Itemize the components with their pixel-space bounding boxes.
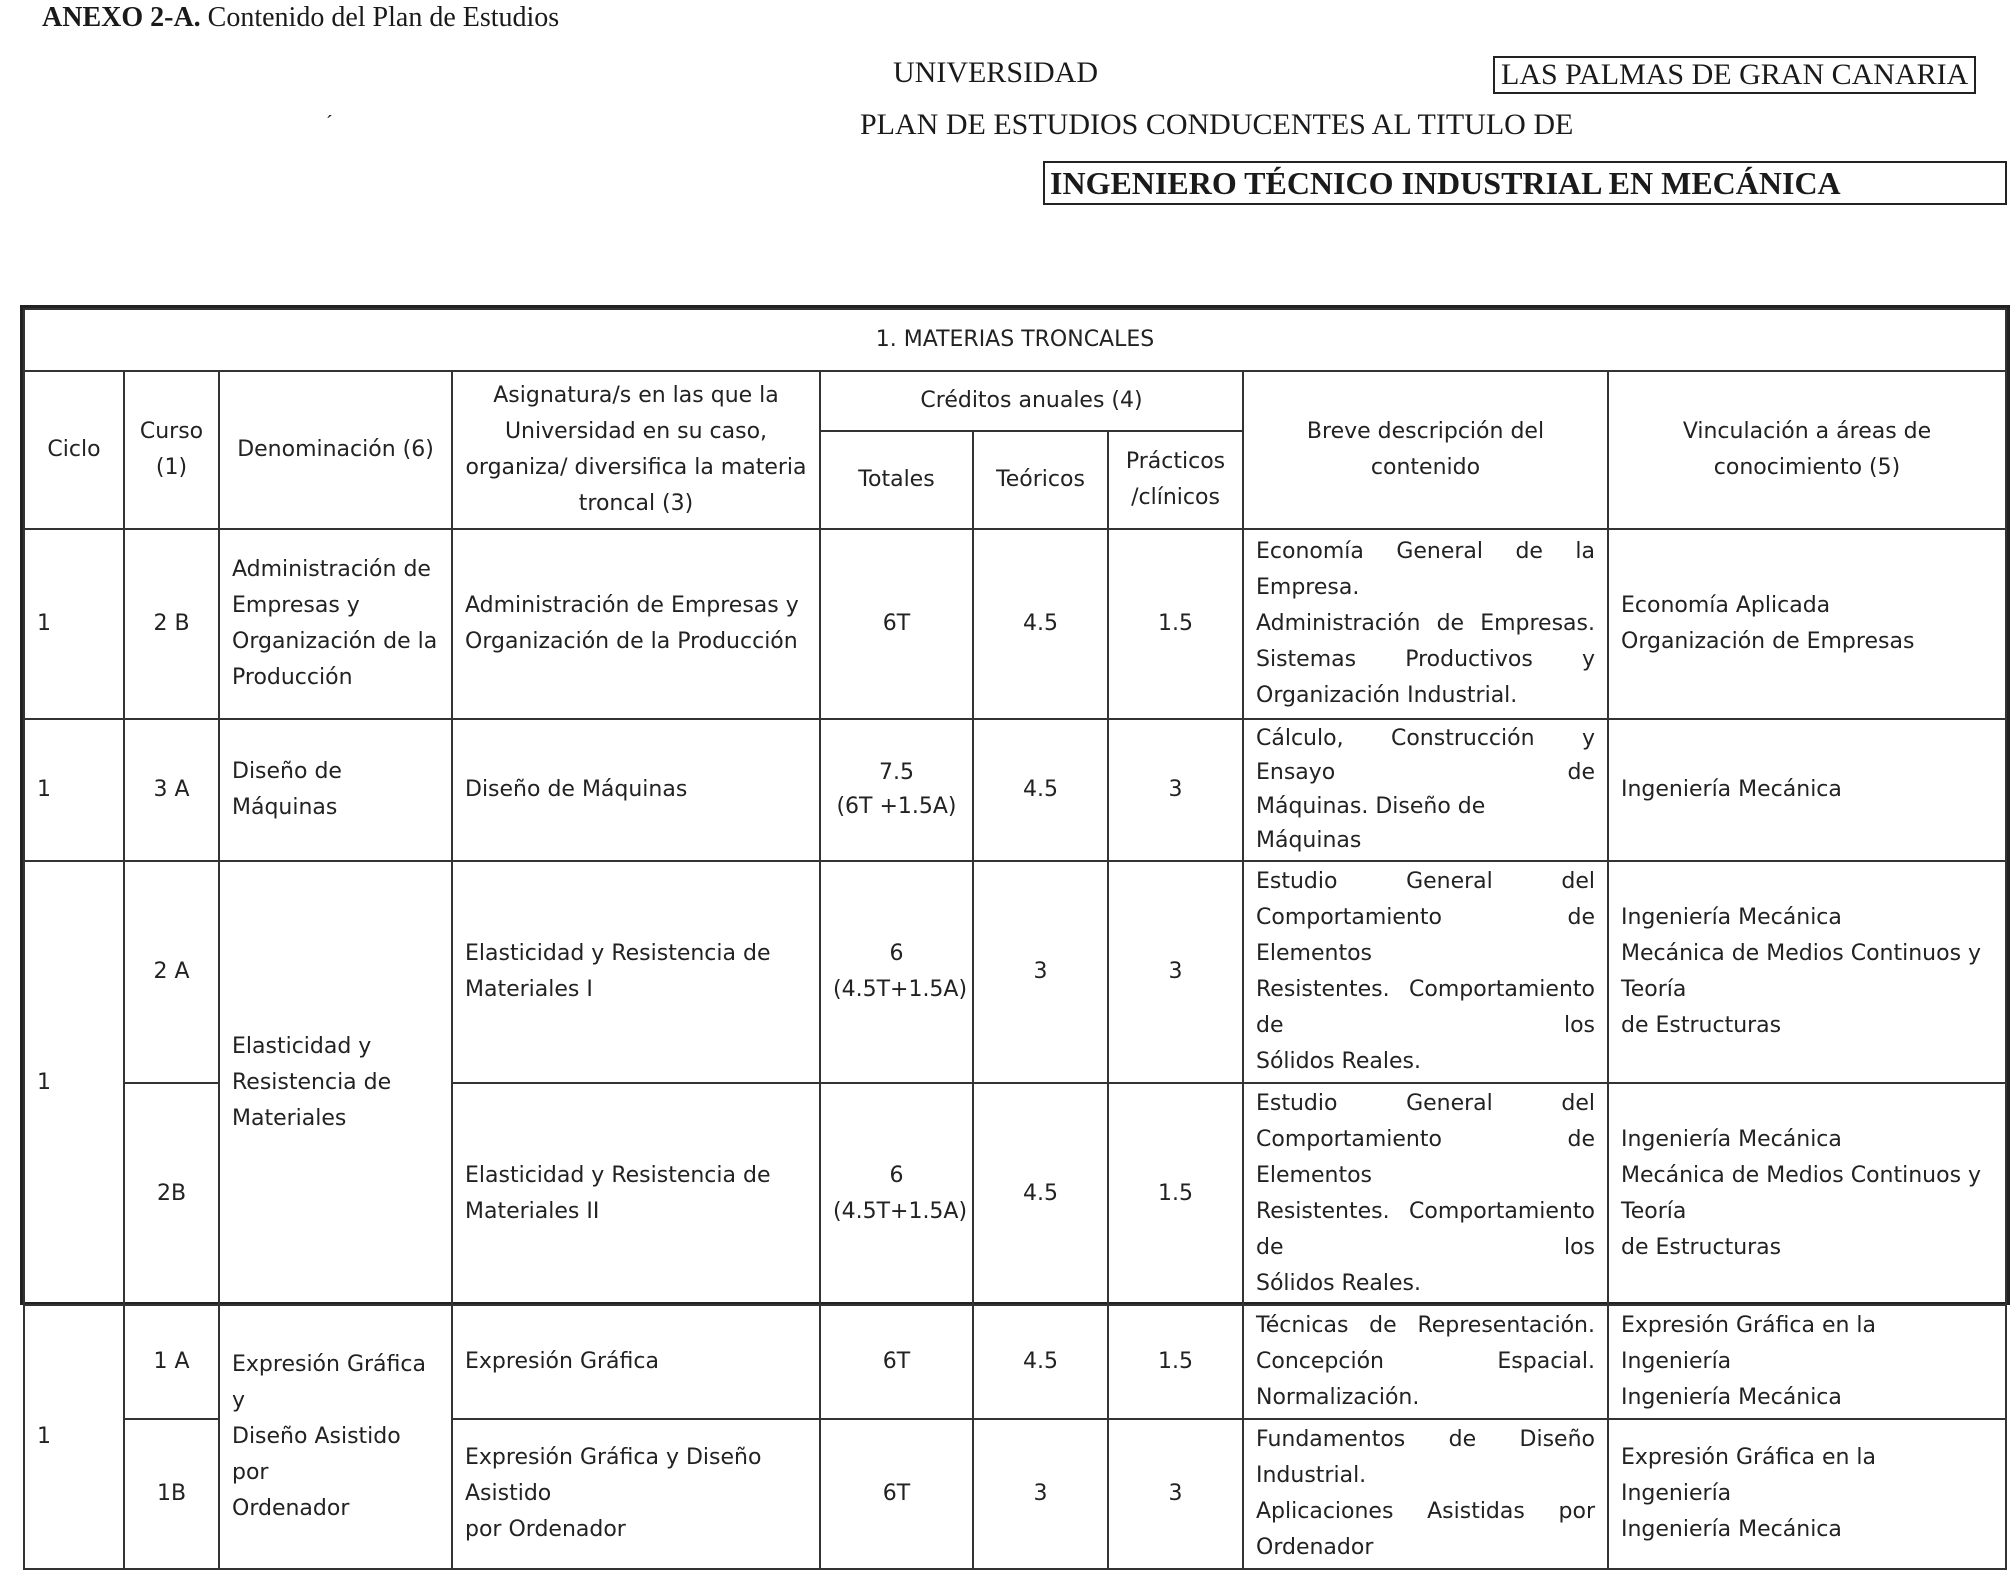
text-line: Economía Aplicada (1621, 593, 1831, 618)
header-denominacion: Denominación (6) (219, 371, 452, 529)
header-curso-line1: Curso (139, 419, 204, 444)
text-line: Diseño Asistido por (232, 1424, 401, 1485)
cell-curso: 2 B (124, 529, 219, 719)
header-vinculacion (1608, 371, 2006, 529)
cell-curso: 2 A (124, 861, 219, 1083)
text-line: Expresión Gráfica y (232, 1352, 426, 1413)
text-line: 6 (889, 941, 904, 966)
cell-totales (820, 1083, 973, 1305)
text-line: de Estructuras (1621, 1235, 1782, 1260)
cell-totales (820, 529, 973, 719)
cell-vinculacion (1608, 1083, 2006, 1305)
header-practicos-line1: Prácticos (1125, 449, 1226, 474)
cell-denominacion (219, 1305, 452, 1569)
text-line: de Estructuras (1621, 1013, 1782, 1038)
cell-teoricos: 4.5 (973, 1083, 1108, 1305)
header-descripcion (1243, 371, 1608, 529)
cell-teoricos: 4.5 (973, 719, 1108, 861)
cell-ciclo: 1 (24, 719, 124, 861)
cell-totales (820, 861, 973, 1083)
text-line: Economía General de la Empresa. (1256, 539, 1595, 600)
text-line: por Ordenador (465, 1517, 626, 1542)
header-totales: Totales (820, 431, 973, 529)
header-creditos: Créditos anuales (4) (820, 371, 1243, 431)
cell-denominacion (219, 719, 452, 861)
annex-subtitle: Contenido del Plan de Estudios (200, 2, 560, 33)
text-line: Expresión Gráfica (465, 1349, 659, 1374)
table-row (24, 529, 2006, 719)
text-line: 7.5 (879, 760, 914, 785)
header-vinculacion-line1: Vinculación a áreas de (1682, 419, 1932, 444)
text-line: Administración de Empresas. (1256, 611, 1595, 636)
text-line: Materiales I (465, 977, 593, 1002)
text-line: Ingeniería Mecánica (1621, 1517, 1842, 1542)
text-line: Ingeniería Mecánica (1621, 905, 1842, 930)
cell-asignatura (452, 1305, 820, 1419)
text-line: Materiales II (465, 1199, 600, 1224)
cell-vinculacion (1608, 1305, 2006, 1419)
cell-practicos: 3 (1108, 1419, 1243, 1569)
text-line: Normalización. (1256, 1385, 1420, 1410)
cell-curso: 1 A (124, 1305, 219, 1419)
text-line: Resistencia de (232, 1070, 392, 1095)
cell-asignatura (452, 529, 820, 719)
cell-ciclo: 1 (24, 861, 124, 1305)
table-row (24, 719, 2006, 861)
header-practicos (1108, 431, 1243, 529)
text-line: Ingeniería Mecánica (1621, 777, 1842, 802)
cell-vinculacion (1608, 861, 2006, 1083)
text-line: Administración de Empresas y (465, 593, 799, 618)
text-line: Ordenador (232, 1496, 350, 1521)
text-line: Elasticidad y Resistencia de (465, 941, 771, 966)
stray-mark: ˊ (326, 112, 333, 134)
text-line: Concepción Espacial. (1256, 1349, 1595, 1374)
cell-descripcion (1243, 719, 1608, 861)
text-line: Producción (232, 665, 353, 690)
text-line: 6 (889, 1163, 904, 1188)
cell-practicos: 1.5 (1108, 1083, 1243, 1305)
text-line: Materiales (232, 1106, 347, 1131)
cell-curso: 1B (124, 1419, 219, 1569)
cell-descripcion (1243, 861, 1608, 1083)
header-descripcion-line1: Breve descripción del (1306, 419, 1545, 444)
cell-asignatura (452, 1419, 820, 1569)
cell-denominacion (219, 861, 452, 1305)
header-practicos-line2: /clínicos (1131, 485, 1220, 510)
cell-denominacion (219, 529, 452, 719)
text-line: Elasticidad y (232, 1034, 372, 1059)
cell-totales (820, 1419, 973, 1569)
text-line: Mecánica de Medios Continuos y Teoría (1621, 1163, 1982, 1224)
text-line: Organización de Empresas (1621, 629, 1915, 654)
cell-descripcion (1243, 1305, 1608, 1419)
text-line: Aplicaciones Asistidas por (1256, 1499, 1595, 1524)
header-asignatura (452, 371, 820, 529)
text-line: Cálculo, Construcción y Ensayo de (1256, 726, 1595, 785)
degree-title: INGENIERO TÉCNICO INDUSTRIAL EN MECÁNICA (1050, 165, 1841, 201)
text-line: Expresión Gráfica en la Ingeniería (1621, 1313, 1877, 1374)
header-teoricos: Teóricos (973, 431, 1108, 529)
university-label: UNIVERSIDAD (893, 56, 1098, 89)
cell-descripcion (1243, 1083, 1608, 1305)
header-curso-line2: (1) (155, 455, 188, 480)
cell-teoricos: 3 (973, 1419, 1108, 1569)
table-row (24, 1305, 2006, 1419)
text-line: Ordenador (1256, 1535, 1374, 1560)
cell-vinculacion (1608, 1419, 2006, 1569)
text-line: Fundamentos de Diseño Industrial. (1256, 1427, 1595, 1488)
subjects-table (23, 308, 2007, 1570)
cell-practicos: 3 (1108, 719, 1243, 861)
header-asignatura-line3: organiza/ diversifica la materia (465, 455, 807, 480)
university-name: LAS PALMAS DE GRAN CANARIA (1493, 56, 1976, 94)
text-line: Estudio General del (1256, 869, 1595, 894)
text-line: Diseño de Máquinas (232, 759, 342, 820)
text-line: Administración de (232, 557, 431, 582)
text-line: 6T (882, 611, 911, 636)
cell-asignatura (452, 1083, 820, 1305)
cell-teoricos: 4.5 (973, 529, 1108, 719)
text-line: Sólidos Reales. (1256, 1271, 1421, 1296)
cell-practicos: 3 (1108, 861, 1243, 1083)
cell-vinculacion (1608, 719, 2006, 861)
text-line: Ingeniería Mecánica (1621, 1385, 1842, 1410)
header-asignatura-line2: Universidad en su caso, (504, 419, 768, 444)
cell-asignatura (452, 719, 820, 861)
text-line: Organización de la Producción (465, 629, 798, 654)
text-line: Expresión Gráfica y Diseño Asistido (465, 1445, 762, 1506)
text-line: Resistentes. Comportamiento de los (1256, 1199, 1595, 1260)
annex-label: ANEXO 2-A. (42, 2, 201, 33)
header-asignatura-line1: Asignatura/s en las que la (493, 383, 779, 408)
text-line: Organización de la (232, 629, 438, 654)
text-line: Sistemas Productivos y (1256, 647, 1595, 672)
cell-descripcion (1243, 1419, 1608, 1569)
cell-asignatura (452, 861, 820, 1083)
text-line: Organización Industrial. (1256, 683, 1518, 708)
text-line: Estudio General del (1256, 1091, 1595, 1116)
cell-practicos: 1.5 (1108, 529, 1243, 719)
cell-totales (820, 719, 973, 861)
header-curso (124, 371, 219, 529)
cell-teoricos: 4.5 (973, 1305, 1108, 1419)
text-line: Sólidos Reales. (1256, 1049, 1421, 1074)
annex-heading (42, 2, 559, 34)
table-title: 1. MATERIAS TRONCALES (24, 309, 2006, 371)
text-line: (4.5T+1.5A) (833, 1199, 968, 1224)
text-line: Comportamiento de Elementos (1256, 1127, 1595, 1188)
cell-ciclo: 1 (24, 529, 124, 719)
text-line: Empresas y (232, 593, 360, 618)
cell-teoricos: 3 (973, 861, 1108, 1083)
plan-label: PLAN DE ESTUDIOS CONDUCENTES AL TITULO DE (860, 108, 1574, 141)
text-line: Diseño de Máquinas (465, 777, 688, 802)
cell-vinculacion (1608, 529, 2006, 719)
text-line: Técnicas de Representación. (1256, 1313, 1595, 1338)
table-row (24, 861, 2006, 1083)
text-line: Mecánica de Medios Continuos y Teoría (1621, 941, 1982, 1002)
header-descripcion-line2: contenido (1370, 455, 1481, 480)
header-vinculacion-line2: conocimiento (5) (1713, 455, 1901, 480)
degree-title-box (1043, 161, 2007, 205)
cell-ciclo: 1 (24, 1305, 124, 1569)
text-line: Máquinas. Diseño de Máquinas (1256, 794, 1486, 853)
text-line: 6T (882, 1481, 911, 1506)
cell-totales (820, 1305, 973, 1419)
text-line: Resistentes. Comportamiento de los (1256, 977, 1595, 1038)
text-line: Expresión Gráfica en la Ingeniería (1621, 1445, 1877, 1506)
text-line: 6T (882, 1349, 911, 1374)
text-line: Comportamiento de Elementos (1256, 905, 1595, 966)
subjects-table-wrapper (20, 305, 2010, 1560)
cell-descripcion (1243, 529, 1608, 719)
cell-curso: 2B (124, 1083, 219, 1305)
cell-curso: 3 A (124, 719, 219, 861)
header-asignatura-line4: troncal (3) (578, 491, 694, 516)
text-line: Elasticidad y Resistencia de (465, 1163, 771, 1188)
text-line: (4.5T+1.5A) (833, 977, 968, 1002)
cell-practicos: 1.5 (1108, 1305, 1243, 1419)
text-line: (6T +1.5A) (836, 794, 957, 819)
header-ciclo: Ciclo (24, 371, 124, 529)
text-line: Ingeniería Mecánica (1621, 1127, 1842, 1152)
